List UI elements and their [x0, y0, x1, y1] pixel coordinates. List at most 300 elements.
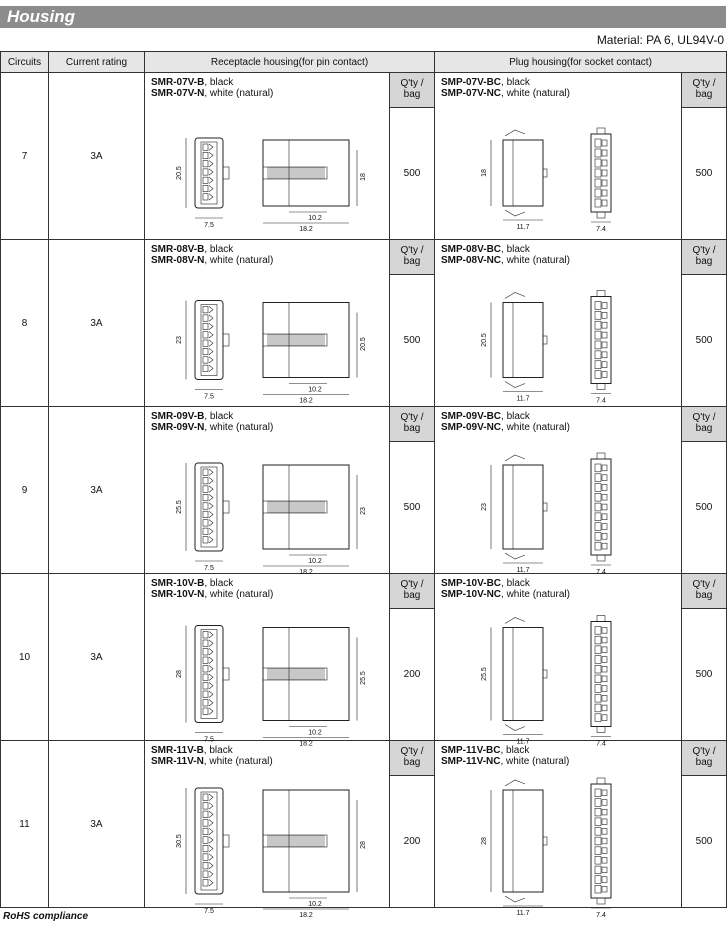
circuits-cell: 7	[1, 73, 49, 240]
receptacle-cavity	[203, 708, 208, 715]
dim-side-width-label: 18.2	[299, 397, 313, 405]
receptacle-color-black: , black	[204, 411, 234, 422]
dim-width-label: 7.5	[204, 565, 214, 572]
receptacle-cavity	[203, 820, 208, 827]
plug-latch-bottom	[505, 382, 525, 388]
plug-cavity	[595, 808, 601, 816]
receptacle-cavity-latch	[209, 674, 213, 681]
plug-front-key-top	[597, 616, 605, 622]
plug-cavity-window	[602, 190, 607, 196]
receptacle-cavity	[203, 169, 208, 175]
receptacle-cavity	[203, 691, 208, 698]
receptacle-cavity	[203, 315, 208, 321]
dim-front-width-label: 7.4	[596, 912, 606, 919]
plug-cavity-window	[602, 342, 607, 348]
receptacle-cavity	[203, 700, 208, 707]
dim-front-width-label: 7.4	[596, 397, 606, 405]
plug-cavity	[595, 169, 601, 177]
plug-cavity	[595, 885, 601, 893]
plug-cavity	[595, 474, 601, 482]
plug-front-key-top	[597, 128, 605, 134]
receptacle-cavity-latch	[209, 185, 213, 191]
plug-cavity	[595, 675, 601, 683]
receptacle-cavity-latch	[209, 365, 213, 371]
receptacle-cavity-latch	[209, 340, 213, 346]
dim-width-label: 11.7	[516, 224, 530, 231]
receptacle-cavity	[203, 537, 208, 543]
qty-per-bag-label: Q'ty / bag	[389, 741, 434, 776]
receptacle-cavity-latch	[209, 708, 213, 715]
dim-height-label: 20.5	[481, 333, 488, 347]
plug-cavity-window	[602, 332, 607, 338]
receptacle-cavity-latch	[209, 503, 213, 509]
receptacle-qty: 200	[389, 776, 434, 907]
plug-cavity-window	[602, 372, 607, 378]
plug-front-key-top	[597, 778, 605, 784]
receptacle-cavity-latch	[209, 486, 213, 492]
plug-cavity-window	[602, 686, 607, 692]
qty-per-bag-label: Q'ty / bag	[389, 407, 434, 442]
receptacle-drawing	[145, 741, 389, 919]
plug-side-tab	[543, 670, 547, 678]
header-receptacle-housing: Receptacle housing(for pin contact)	[145, 52, 435, 73]
plug-cavity-window	[602, 676, 607, 682]
plug-cavity-window	[602, 715, 607, 721]
plug-cell	[435, 407, 727, 574]
plug-cavity-window	[602, 322, 607, 328]
receptacle-side-outline	[263, 790, 349, 892]
plug-latch-bottom	[505, 725, 525, 731]
receptacle-front-outline	[195, 788, 223, 894]
dim-width-label: 11.7	[516, 910, 530, 917]
receptacle-color-black: , black	[204, 244, 234, 255]
receptacle-cavity-latch	[209, 494, 213, 500]
receptacle-cavity-latch	[209, 879, 213, 886]
receptacle-side-slot	[263, 501, 327, 513]
receptacle-cavity	[203, 794, 208, 801]
header-circuits: Circuits	[1, 52, 49, 73]
plug-cavity	[595, 847, 601, 855]
receptacle-part-black: SMR-07V-B	[151, 77, 205, 88]
receptacle-part-black: SMR-11V-B	[151, 745, 204, 756]
plug-side-tab	[543, 169, 547, 177]
plug-color-white: , white (natural)	[501, 589, 570, 600]
plug-cavity	[595, 818, 601, 826]
receptacle-cavity	[203, 503, 208, 509]
receptacle-cavity-latch	[209, 837, 213, 844]
receptacle-cavity-latch	[209, 177, 213, 183]
receptacle-cavity-latch	[209, 811, 213, 818]
receptacle-cavity-latch	[209, 871, 213, 878]
circuits-cell: 8	[1, 240, 49, 407]
plug-cavity	[595, 532, 601, 540]
plug-cavity	[595, 149, 601, 157]
plug-front-key-top	[597, 453, 605, 459]
plug-drawing	[435, 574, 681, 748]
plug-part-white: SMP-08V-NC	[441, 255, 502, 266]
receptacle-cavity-latch	[209, 666, 213, 673]
current-rating-cell: 3A	[49, 407, 145, 574]
qty-per-bag-label: Q'ty / bag	[389, 574, 434, 609]
plug-color-black: , black	[501, 244, 530, 255]
table-row	[1, 407, 727, 574]
plug-cavity-window	[602, 628, 607, 634]
dim-side-width-label: 18.2	[299, 912, 313, 919]
dim-height-label: 25.5	[481, 667, 488, 681]
receptacle-cavity	[203, 185, 208, 191]
receptacle-cavity-latch	[209, 169, 213, 175]
receptacle-part-white: SMR-08V-N	[151, 255, 205, 266]
dim-side-height-label: 18	[360, 173, 367, 181]
dim-side-height-label: 28	[360, 841, 367, 849]
receptacle-cell	[145, 741, 435, 919]
dim-side-height-label: 20.5	[360, 337, 367, 351]
receptacle-cavity-latch	[209, 194, 213, 200]
plug-cavity-window	[602, 848, 607, 854]
plug-cavity-window	[602, 790, 607, 796]
receptacle-cavity	[203, 632, 208, 639]
receptacle-cavity	[203, 144, 208, 150]
plug-cavity-window	[602, 867, 607, 873]
plug-cavity	[595, 311, 601, 319]
plug-cavity-window	[602, 140, 607, 146]
receptacle-cavity	[203, 365, 208, 371]
plug-side-outline	[503, 140, 543, 206]
qty-per-bag-label: Q'ty / bag	[389, 73, 434, 108]
plug-cavity	[595, 199, 601, 207]
rohs-note: RoHS compliance	[3, 911, 89, 922]
plug-cavity	[595, 828, 601, 836]
plug-cavity-window	[602, 647, 607, 653]
plug-cavity-window	[602, 543, 607, 549]
dim-front-width-label: 7.4	[596, 740, 606, 748]
plug-cavity	[595, 837, 601, 845]
receptacle-color-white: , white (natural)	[204, 422, 274, 433]
current-rating-cell: 3A	[49, 240, 145, 407]
receptacle-part-black: SMR-10V-B	[151, 578, 205, 589]
plug-cavity	[595, 331, 601, 339]
plug-part-black: SMP-07V-BC	[441, 77, 502, 88]
plug-cavity-window	[602, 504, 607, 510]
plug-drawing	[435, 73, 681, 240]
receptacle-cavity-latch	[209, 332, 213, 338]
dim-side-height-label: 25.5	[360, 671, 367, 685]
receptacle-drawing	[145, 407, 389, 574]
receptacle-cavity-latch	[209, 845, 213, 852]
receptacle-cavity-latch	[209, 640, 213, 647]
plug-cavity	[595, 665, 601, 673]
plug-qty: 500	[681, 609, 726, 740]
dim-width-label: 11.7	[516, 567, 530, 574]
plug-cavity	[595, 646, 601, 654]
circuits-cell: 10	[1, 574, 49, 741]
dim-width-label: 7.5	[204, 908, 214, 915]
plug-part-black: SMP-09V-BC	[441, 411, 502, 422]
receptacle-front-inner	[201, 467, 217, 547]
receptacle-lock-tab	[223, 668, 229, 680]
receptacle-color-white: , white (natural)	[203, 756, 273, 767]
receptacle-lock-tab	[223, 501, 229, 513]
plug-latch-top	[505, 455, 525, 461]
plug-color-black: , black	[501, 77, 530, 88]
plug-part-black: SMP-08V-BC	[441, 244, 502, 255]
receptacle-drawing	[145, 240, 389, 407]
plug-qty: 500	[681, 275, 726, 406]
receptacle-cell	[145, 407, 435, 574]
plug-side-outline	[503, 790, 543, 892]
receptacle-cavity	[203, 152, 208, 158]
qty-per-bag-label: Q'ty / bag	[681, 240, 726, 275]
plug-cavity	[595, 321, 601, 329]
dim-side-width-label: 18.2	[299, 226, 313, 233]
receptacle-cavity-latch	[209, 307, 213, 313]
plug-side-outline	[503, 303, 543, 378]
receptacle-cavity	[203, 477, 208, 483]
receptacle-cavity	[203, 871, 208, 878]
plug-cell	[435, 73, 727, 240]
plug-cavity	[595, 627, 601, 635]
dim-inner-label: 10.2	[308, 386, 322, 394]
plug-cavity-window	[602, 533, 607, 539]
plug-cavity	[595, 513, 601, 521]
plug-cell	[435, 240, 727, 407]
plug-latch-top	[505, 780, 525, 786]
receptacle-cavity-latch	[209, 632, 213, 639]
receptacle-drawing	[145, 574, 389, 748]
plug-front-key-bottom	[597, 212, 605, 218]
dim-width-label: 7.5	[204, 736, 214, 744]
receptacle-cavity	[203, 161, 208, 167]
receptacle-cavity-latch	[209, 862, 213, 869]
plug-cell	[435, 574, 727, 748]
receptacle-part-black: SMR-09V-B	[151, 411, 205, 422]
dim-width-label: 7.5	[204, 222, 214, 229]
plug-cavity-window	[602, 705, 607, 711]
receptacle-cavity-latch	[209, 348, 213, 354]
plug-cavity-window	[602, 200, 607, 206]
circuits-cell: 11	[1, 741, 49, 908]
plug-side-tab	[543, 336, 547, 344]
plug-cavity-window	[602, 829, 607, 835]
receptacle-cavity-latch	[209, 820, 213, 827]
plug-cavity	[595, 503, 601, 511]
qty-per-bag-label: Q'ty / bag	[681, 574, 726, 609]
receptacle-cell	[145, 574, 435, 748]
plug-cavity-window	[602, 514, 607, 520]
qty-per-bag-label: Q'ty / bag	[681, 73, 726, 108]
plug-latch-bottom	[505, 553, 525, 559]
plug-cavity-window	[602, 475, 607, 481]
plug-latch-bottom	[505, 896, 525, 902]
plug-color-white: , white (natural)	[501, 255, 570, 266]
receptacle-front-outline	[195, 138, 223, 208]
plug-front-key-bottom	[597, 898, 605, 904]
plug-color-white: , white (natural)	[501, 88, 570, 99]
receptacle-cavity-latch	[209, 528, 213, 534]
plug-cavity	[595, 866, 601, 874]
dim-inner-label: 10.2	[308, 215, 322, 222]
receptacle-cavity-latch	[209, 691, 213, 698]
receptacle-cavity-latch	[209, 828, 213, 835]
receptacle-cavity	[203, 640, 208, 647]
receptacle-lock-tab	[223, 334, 229, 346]
plug-cavity	[595, 139, 601, 147]
plug-cavity	[595, 523, 601, 531]
plug-drawing	[435, 240, 681, 407]
receptacle-cavity	[203, 666, 208, 673]
receptacle-qty: 500	[389, 442, 434, 573]
current-rating-cell: 3A	[49, 73, 145, 240]
receptacle-cavity-latch	[209, 854, 213, 861]
receptacle-lock-tab	[223, 835, 229, 847]
receptacle-cavity	[203, 520, 208, 526]
receptacle-front-inner	[201, 792, 217, 890]
plug-cavity	[595, 799, 601, 807]
plug-side-tab	[543, 503, 547, 511]
header-row	[1, 52, 727, 73]
receptacle-qty: 500	[389, 108, 434, 239]
plug-part-white: SMP-10V-NC	[441, 589, 502, 600]
plug-part-black: SMP-11V-BC	[441, 745, 501, 756]
table-row	[1, 574, 727, 741]
receptacle-cavity-latch	[209, 683, 213, 690]
receptacle-color-black: , black	[203, 745, 233, 756]
receptacle-cavity	[203, 194, 208, 200]
receptacle-color-black: , black	[204, 578, 234, 589]
dim-front-width-label: 7.4	[596, 226, 606, 233]
plug-part-black: SMP-10V-BC	[441, 578, 502, 589]
receptacle-cavity	[203, 879, 208, 886]
receptacle-cavity	[203, 649, 208, 656]
receptacle-cavity	[203, 307, 208, 313]
receptacle-side-slot	[263, 334, 327, 346]
receptacle-cavity-latch	[209, 649, 213, 656]
dim-side-height-label: 23	[360, 507, 367, 515]
plug-cavity-window	[602, 494, 607, 500]
receptacle-side-slot	[263, 167, 327, 179]
receptacle-side-outline	[263, 140, 349, 206]
dim-inner-label: 10.2	[308, 558, 322, 565]
plug-cavity-window	[602, 800, 607, 806]
dim-width-label: 11.7	[516, 738, 530, 746]
plug-cavity-window	[602, 809, 607, 815]
receptacle-cell	[145, 73, 435, 240]
receptacle-cavity	[203, 845, 208, 852]
receptacle-cavity	[203, 332, 208, 338]
receptacle-cavity	[203, 348, 208, 354]
receptacle-cavity	[203, 862, 208, 869]
plug-latch-top	[505, 293, 525, 299]
plug-latch-top	[505, 618, 525, 624]
plug-color-black: , black	[501, 578, 530, 589]
plug-side-outline	[503, 628, 543, 721]
receptacle-cavity	[203, 837, 208, 844]
receptacle-cavity	[203, 340, 208, 346]
header-current-rating: Current rating	[49, 52, 145, 73]
table-row	[1, 73, 727, 240]
receptacle-cavity	[203, 469, 208, 475]
receptacle-cavity	[203, 803, 208, 810]
receptacle-part-black: SMR-08V-B	[151, 244, 205, 255]
plug-cavity	[595, 484, 601, 492]
plug-color-white: , white (natural)	[500, 756, 570, 767]
receptacle-cavity-latch	[209, 537, 213, 543]
plug-cavity-window	[602, 160, 607, 166]
plug-cavity	[595, 876, 601, 884]
plug-cavity-window	[602, 352, 607, 358]
dim-height-label: 28	[176, 670, 183, 678]
section-banner	[0, 6, 726, 28]
plug-latch-bottom	[505, 210, 525, 216]
plug-color-black: , black	[501, 411, 530, 422]
receptacle-cavity-latch	[209, 161, 213, 167]
receptacle-color-white: , white (natural)	[204, 255, 274, 266]
dim-side-width-label: 18.2	[299, 740, 313, 748]
plug-cavity-window	[602, 838, 607, 844]
receptacle-cavity-latch	[209, 520, 213, 526]
plug-side-tab	[543, 837, 547, 845]
plug-cavity	[595, 714, 601, 722]
material-note: Material: PA 6, UL94V-0	[596, 33, 724, 47]
receptacle-front-outline	[195, 463, 223, 551]
plug-front-key-top	[597, 291, 605, 297]
plug-cavity-window	[602, 695, 607, 701]
plug-cavity-window	[602, 657, 607, 663]
receptacle-side-slot	[263, 835, 327, 847]
dim-width-label: 11.7	[516, 395, 530, 403]
receptacle-part-white: SMR-10V-N	[151, 589, 205, 600]
receptacle-side-outline	[263, 628, 349, 721]
plug-cavity-window	[602, 886, 607, 892]
dim-height-label: 25.5	[176, 500, 183, 514]
plug-cavity	[595, 694, 601, 702]
plug-front-key-bottom	[597, 384, 605, 390]
plug-cavity	[595, 464, 601, 472]
dim-height-label: 18	[481, 169, 488, 177]
receptacle-side-slot	[263, 668, 327, 680]
receptacle-cavity	[203, 811, 208, 818]
receptacle-part-white: SMR-07V-N	[151, 88, 205, 99]
dim-height-label: 28	[481, 837, 488, 845]
plug-cavity	[595, 685, 601, 693]
receptacle-cavity-latch	[209, 323, 213, 329]
receptacle-cavity	[203, 357, 208, 363]
receptacle-color-white: , white (natural)	[204, 589, 274, 600]
qty-per-bag-label: Q'ty / bag	[389, 240, 434, 275]
receptacle-cavity	[203, 177, 208, 183]
plug-cavity-window	[602, 877, 607, 883]
plug-part-white: SMP-09V-NC	[441, 422, 502, 433]
receptacle-cavity-latch	[209, 357, 213, 363]
dim-side-width-label: 18.2	[299, 569, 313, 576]
current-rating-cell: 3A	[49, 741, 145, 908]
plug-cavity	[595, 856, 601, 864]
receptacle-cavity	[203, 486, 208, 492]
receptacle-side-outline	[263, 465, 349, 549]
plug-cavity-window	[602, 819, 607, 825]
plug-color-white: , white (natural)	[501, 422, 570, 433]
plug-front-key-bottom	[597, 555, 605, 561]
plug-cavity-window	[602, 312, 607, 318]
plug-cavity	[595, 302, 601, 310]
receptacle-drawing	[145, 73, 389, 240]
receptacle-color-black: , black	[204, 77, 234, 88]
dim-height-label: 23	[176, 336, 183, 344]
plug-cavity	[595, 789, 601, 797]
dim-height-label: 20.5	[176, 166, 183, 180]
receptacle-cavity	[203, 828, 208, 835]
table-row	[1, 741, 727, 908]
